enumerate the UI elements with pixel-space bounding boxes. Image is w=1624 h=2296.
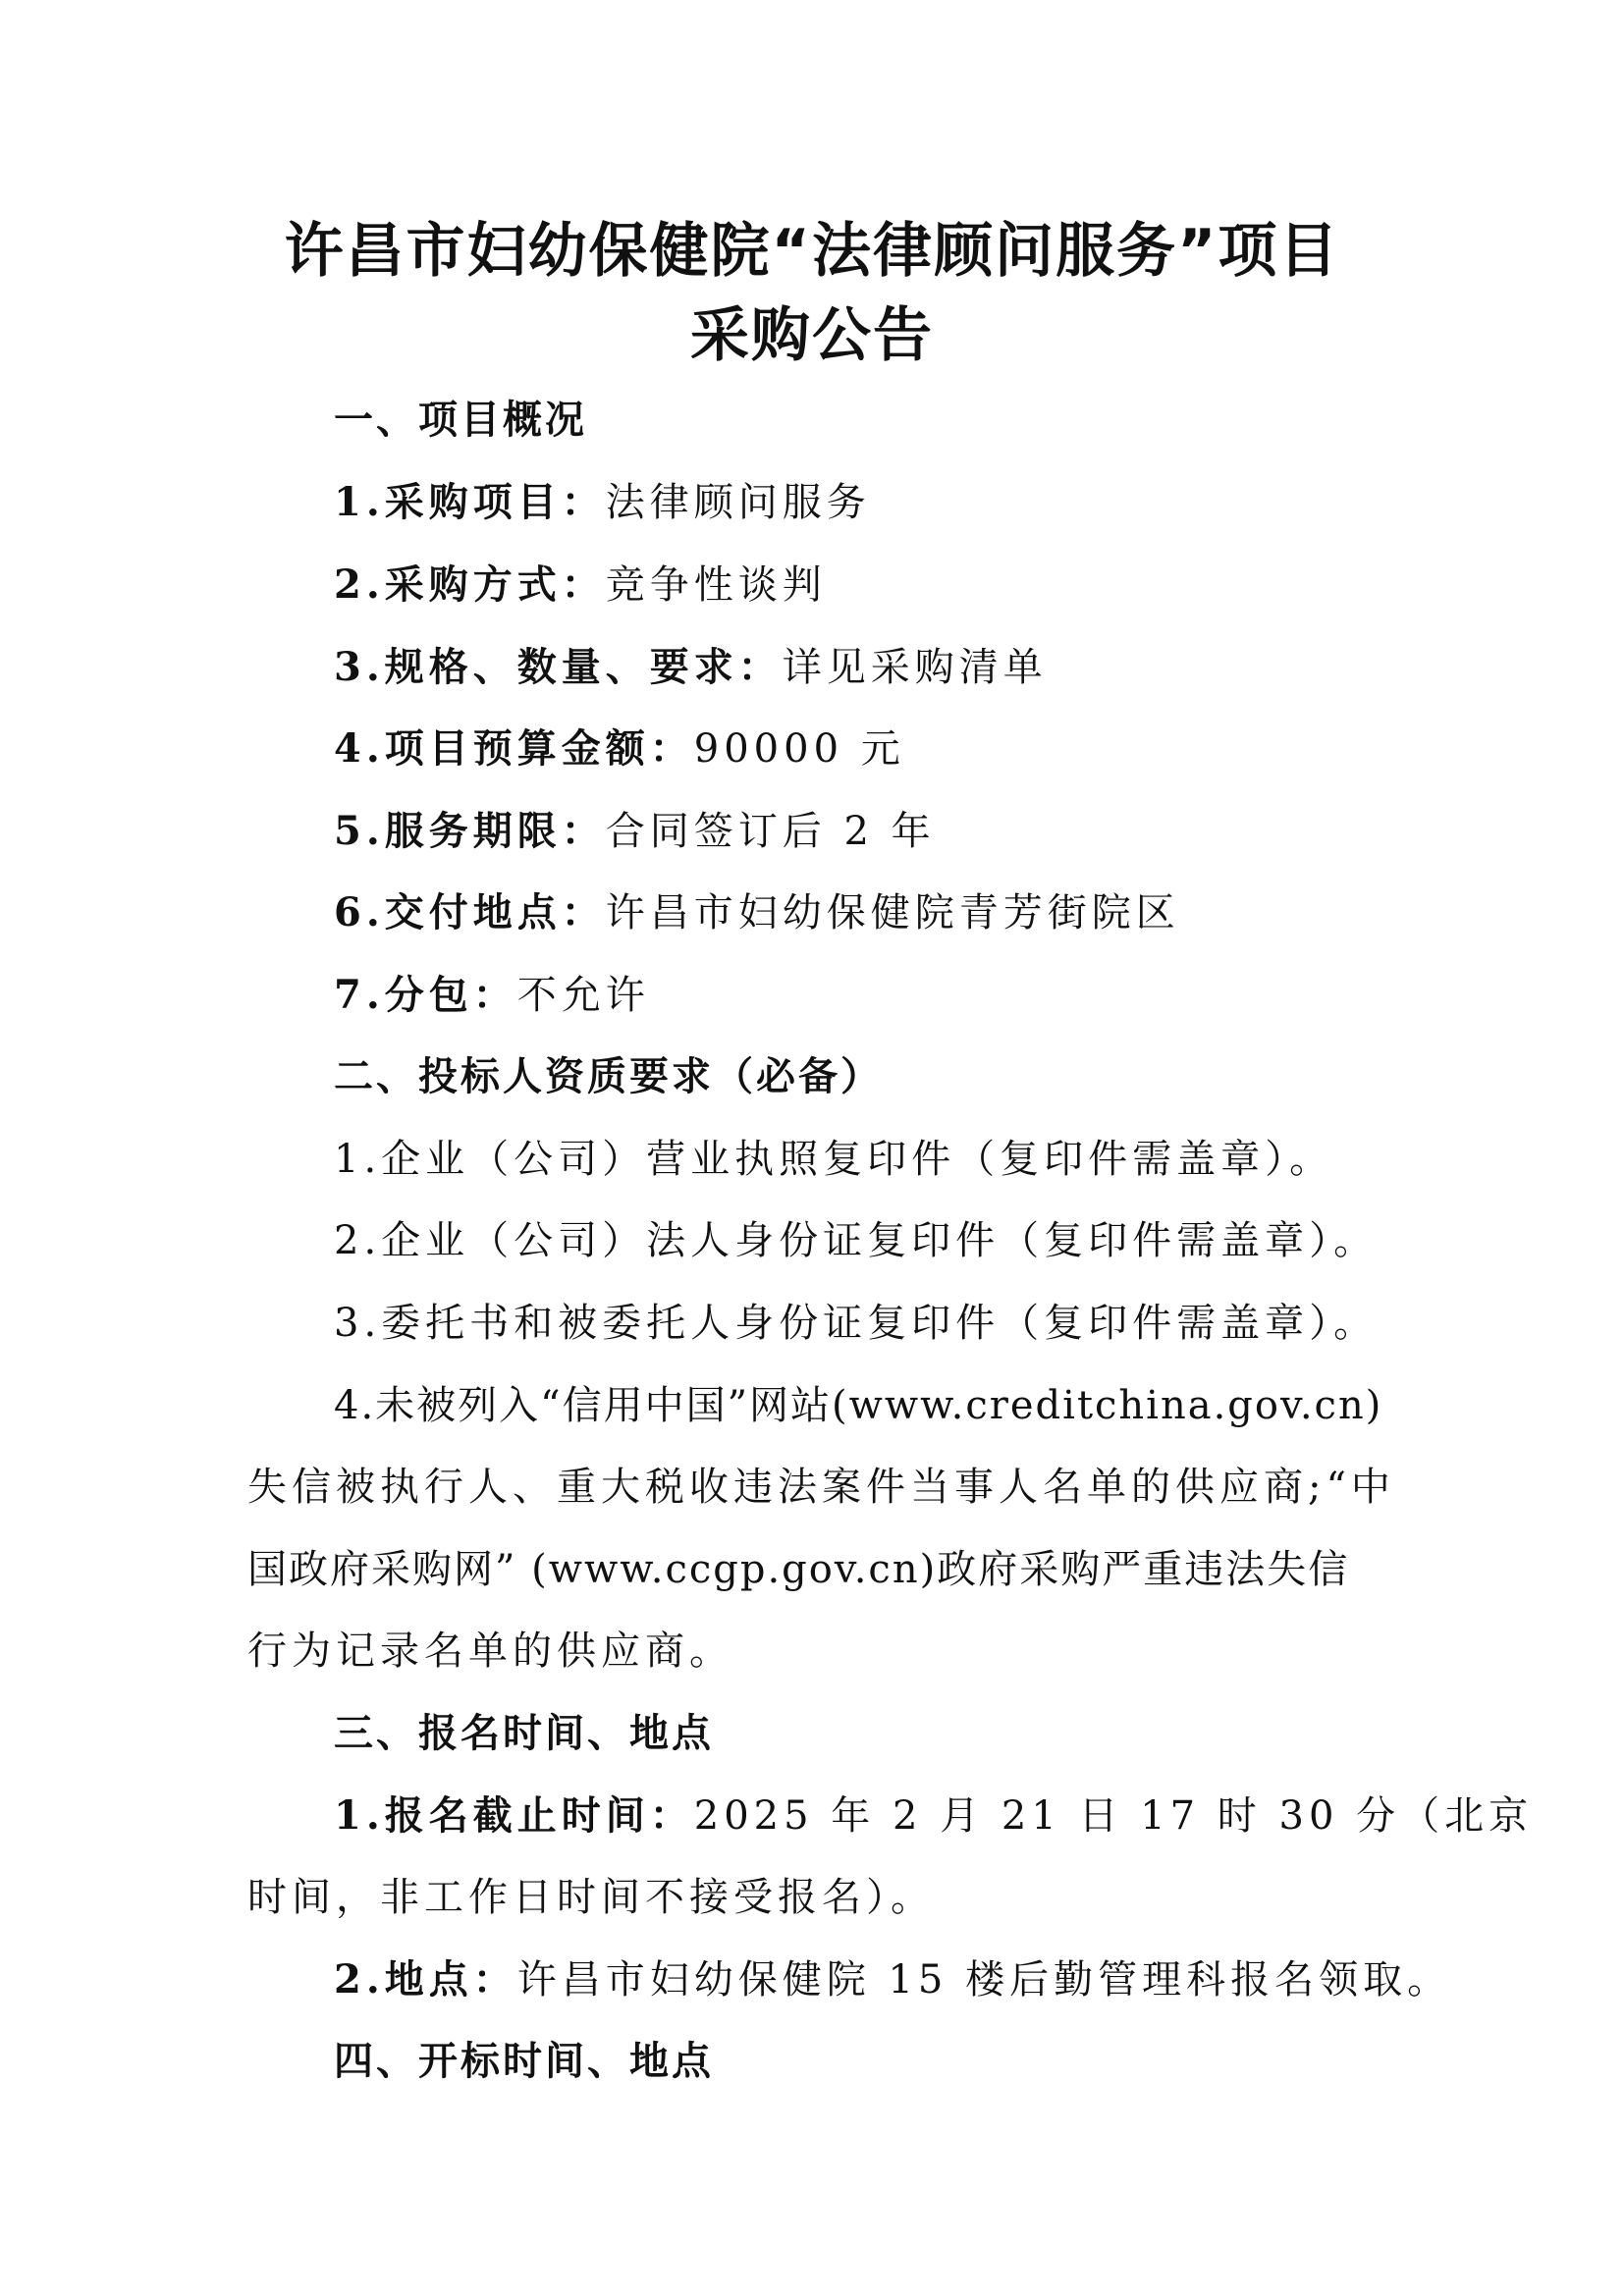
qualification-item-business-license: 1.企业（公司）营业执照复印件（复印件需盖章）。	[334, 1137, 1334, 1182]
item-value: 合同签订后 2 年	[605, 809, 936, 854]
qualification-item-legal-rep-id: 2.企业（公司）法人身份证复印件（复印件需盖章）。	[334, 1218, 1379, 1263]
section-heading-qualification: 二、投标人资质要求（必备）	[334, 1054, 883, 1099]
item-value: 详见采购清单	[782, 645, 1048, 690]
section-heading-opening: 四、开标时间、地点	[334, 2039, 714, 2084]
overview-item-procurement-method	[334, 554, 827, 610]
document-title-line-2: 采购公告	[690, 301, 934, 370]
item-value: 90000 元	[693, 726, 905, 772]
item-label: 5.服务期限：	[334, 808, 606, 854]
item-label: 1.报名截止时间：	[334, 1792, 694, 1839]
item-value: 竞争性谈判	[605, 562, 827, 608]
overview-item-budget	[334, 718, 905, 774]
item-label: 2.采购方式：	[334, 561, 606, 608]
item-value: 2025 年 2 月 21 日 17 时 30 分（北京	[693, 1793, 1534, 1839]
overview-item-procurement-project	[334, 471, 871, 527]
qualification-item-credit-line-4: 行为记录名单的供应商。	[247, 1629, 733, 1674]
item-value: 许昌市妇幼保健院青芳街院区	[605, 890, 1180, 935]
item-label: 3.规格、数量、要求：	[334, 644, 783, 690]
item-label: 2.地点：	[334, 1956, 517, 2002]
registration-deadline	[334, 1785, 1533, 1841]
item-value: 法律顾问服务	[605, 480, 871, 525]
registration-place	[334, 1949, 1451, 2004]
overview-item-delivery-location	[334, 881, 1180, 937]
item-value: 不允许	[516, 973, 650, 1018]
item-label: 6.交付地点：	[334, 889, 606, 935]
overview-item-subcontracting	[334, 964, 650, 1020]
item-label: 7.分包：	[334, 972, 517, 1018]
overview-item-service-period	[334, 800, 936, 856]
section-heading-overview: 一、项目概况	[334, 398, 587, 443]
item-label: 1.采购项目：	[334, 479, 606, 525]
overview-item-specification	[334, 636, 1048, 692]
qualification-item-authorization: 3.委托书和被委托人身份证复印件（复印件需盖章）。	[334, 1301, 1379, 1346]
qualification-item-credit-line-2: 失信被执行人、重大税收违法案件当事人名单的供应商;“中	[247, 1465, 1395, 1510]
registration-deadline-continued: 时间，非工作日时间不接受报名）。	[247, 1875, 935, 1920]
item-label: 4.项目预算金额：	[334, 725, 694, 772]
document-title-line-1: 许昌市妇幼保健院“法律顾问服务”项目	[284, 217, 1340, 286]
item-value: 许昌市妇幼保健院 15 楼后勤管理科报名领取。	[516, 1957, 1452, 2002]
qualification-item-credit-line-3: 国政府采购网” (www.ccgp.gov.cn)政府采购严重违法失信	[247, 1547, 1350, 1592]
section-heading-registration: 三、报名时间、地点	[334, 1711, 714, 1756]
qualification-item-credit-line-1: 4.未被列入“信用中国”网站(www.creditchina.gov.cn)	[334, 1383, 1383, 1428]
